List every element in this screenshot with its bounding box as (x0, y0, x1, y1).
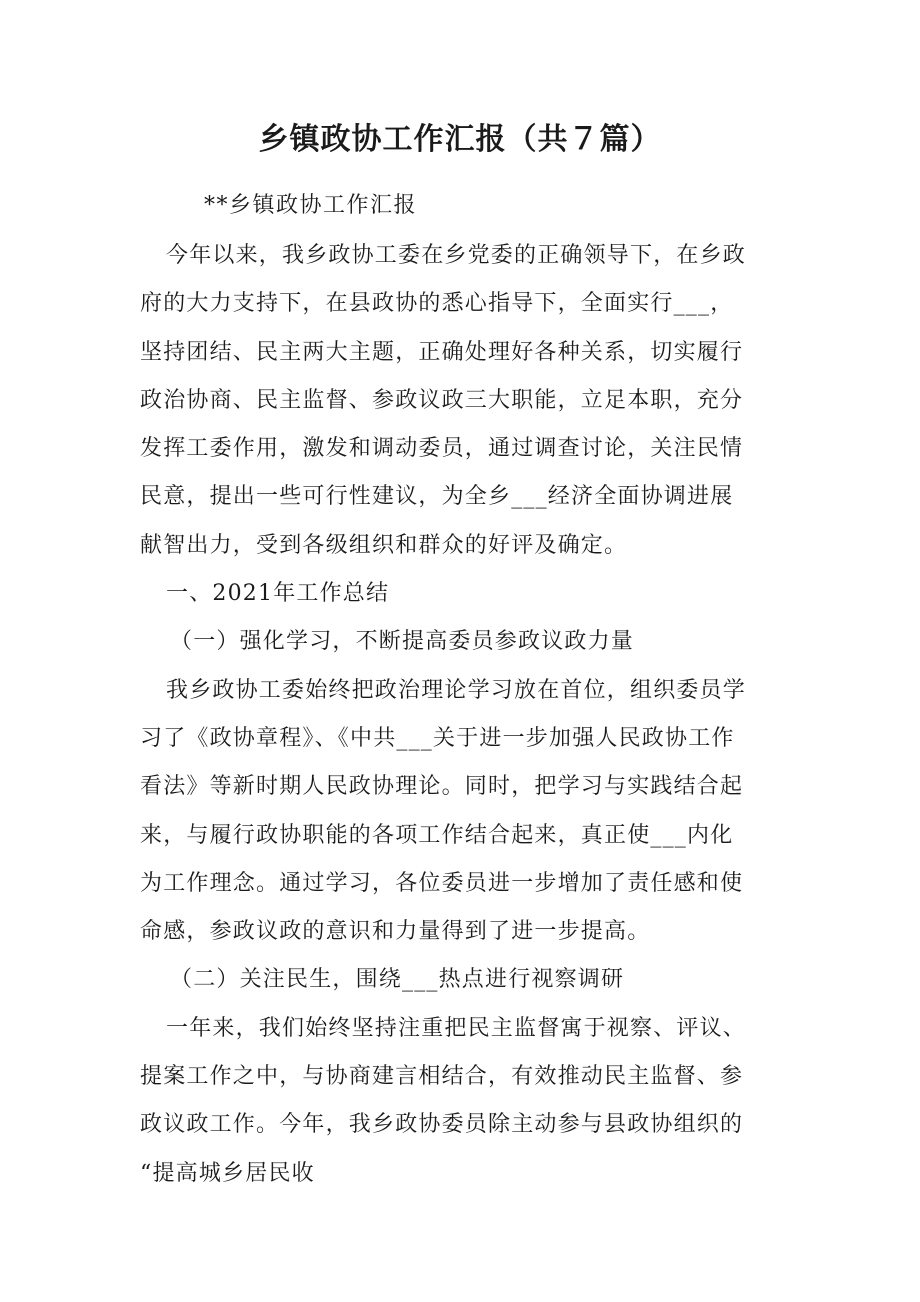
paragraph-line: 政治协商、民主监督、参政议政三大职能，立足本职，充分 (140, 387, 744, 413)
paragraph-line: 习了《政协章程》、《中共___关于进一步加强人民政协工作 (140, 725, 735, 751)
paragraph-line: 提案工作之中，与协商建言相结合，有效推动民主监督、参 (140, 1064, 744, 1090)
paragraph-line: 发挥工委作用，激发和调动委员，通过调查讨论，关注民情 (140, 436, 744, 462)
paragraph-line: 献智出力，受到各级组织和群众的好评及确定。 (140, 532, 628, 558)
paragraph-line: 政议政工作。今年，我乡政协委员除主动参与县政协组织的 (140, 1112, 744, 1138)
paragraph-line: 府的大力支持下，在县政协的悉心指导下，全面实行___， (140, 291, 734, 317)
paragraph-line: 一年来，我们始终坚持注重把民主监督寓于视察、评议、 (166, 1015, 747, 1041)
document-title: 乡镇政协工作汇报（共７篇） (258, 122, 662, 157)
paragraph-line: 来，与履行政协职能的各项工作结合起来，真正使___内化 (140, 822, 734, 848)
subsection-heading: （二）关注民生，围绕___热点进行视察调研 (170, 967, 625, 993)
paragraph-line: “提高城乡居民收 (140, 1160, 315, 1186)
paragraph-line: 看法》等新时期人民政协理论。同时，把学习与实践结合起 (140, 774, 744, 800)
subsection-heading: （一）强化学习，不断提高委员参政议政力量 (170, 629, 635, 655)
document-body (140, 232, 800, 1198)
document-subtitle: **乡镇政协工作汇报 (204, 193, 418, 218)
paragraph-line: 为工作理念。通过学习，各位委员进一步增加了责任感和使 (140, 870, 744, 896)
paragraph-line: 坚持团结、民主两大主题，正确处理好各种关系，切实履行 (140, 339, 744, 365)
section-heading: 一、2021年工作总结 (166, 581, 390, 607)
paragraph-line: 我乡政协工委始终把政治理论学习放在首位，组织委员学 (166, 677, 747, 703)
paragraph-line: 命感，参政议政的意识和力量得到了进一步提高。 (140, 919, 651, 945)
paragraph-line: 民意，提出一些可行性建议，为全乡___经济全面协调进展 (140, 484, 734, 510)
paragraph-line: 今年以来，我乡政协工委在乡党委的正确领导下，在乡政 (166, 243, 747, 268)
